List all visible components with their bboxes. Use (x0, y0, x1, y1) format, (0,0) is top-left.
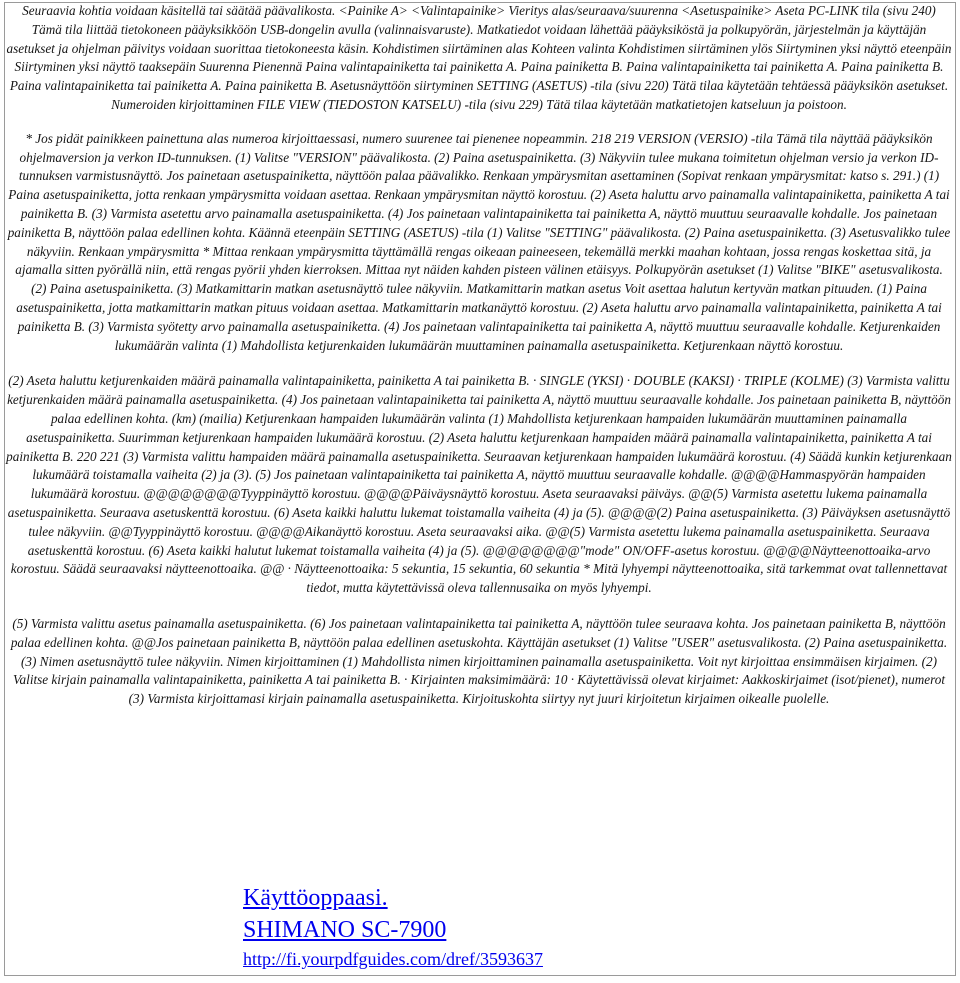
paragraph-4: (5) Varmista valittu asetus painamalla asetuspainiketta. (6) Jos painetaan valintapainiketta tai painiketta A, näyttöön tulee seuraava kohta. Jos painetaan painiketta B, näyttöön palaa edellinen kohta. @@Jos painetaan painiketta B, näyttöön palaa edellinen asetuskohta. Käyttäjän asetukset (1) Valitse "USER" asetusvalikosta. (2) Paina asetuspainiketta. (3) Nimen asetusnäyttö tulee näkyviin. Nimen kirjoittaminen (1) Mahdollista nimen kirjoittaminen painamalla asetuspainiketta. Voit nyt kirjoittaa ensimmäisen kirjaimen. (2) Valitse kirjain painamalla valintapainiketta, painiketta A tai painiketta B. · Kirjainten maksimimäärä: 10 · Käytettävissä olevat kirjaimet: Aakkoskirjaimet (isot/pienet), numerot (3) Varmista kirjoittamasi kirjain painamalla asetuspainiketta. Kirjoituskohta siirtyy nyt juuri kirjoitetun kirjaimen oikealle puolelle. (10, 615, 948, 707)
paragraph-1: Seuraavia kohtia voidaan käsitellä tai säätää päävalikosta. <Painike A> <Valintapainike> Vieritys alas/seuraava/suurenna <Asetuspainike> Aseta PC-LINK tila (sivu 240) Tämä tila liittää tietokoneen pääyksikköön USB-dongelin avulla (valinnaisvaruste). Matkatiedot voidaan lähettää pääyksiköstä ja polkupyörän, järjestelmän ja käyttäjän asetukset ja ohjelman päivitys voidaan suorittaa tietokoneesta käsin. Kohdistimen siirtäminen alas Kohteen valinta Kohdistimen siirtäminen ylös Siirtyminen yksi näyttö eteenpäin Siirtyminen yksi näyttö taaksepäin Suurenna Pienennä Paina valintapainiketta tai painiketta A. Paina painiketta B. Paina valintapainiketta tai painiketta A. Paina painiketta B. Paina valintapainiketta tai painiketta A. Paina painiketta B. Asetusnäyttöön siirtyminen SETTING (ASETUS) -tila (sivu 220) Tätä tilaa käytetään tehtäessä pääyksikön asetukset. Numeroiden kirjoittaminen FILE VIEW (TIEDOSTON KATSELU) -tila (sivu 229) Tätä tilaa käytetään matkatietojen katseluun ja poistoon. (6, 3, 952, 112)
paragraph-2: * Jos pidät painikkeen painettuna alas numeroa kirjoittaessasi, numero suurenee tai pienenee nopeammin. 218 219 VERSION (VERSIO) -tila Tämä tila näyttää pääyksikön ohjelmaversion ja verkon ID-tunnuksen. (1) Valitse "VERSION" päävalikosta. (2) Paina asetuspainiketta. (3) Näkyviin tulee mukana toimitetun ohjelman versio ja verkon ID-tunnuksen varmistusnäyttö. Jos painetaan asetuspainiketta, näyttöön palaa päävalikko. Renkaan ympärysmitan asettaminen (Sopivat renkaan ympärysmitat: katso s. 291.) (1) Paina asetuspainiketta, jotta renkaan ympärysmitta voidaan asettaa. Renkaan ympärysmitan näyttö korostuu. (2) Aseta haluttu arvo painamalla valintapainiketta, painiketta A tai painiketta B. (3) Varmista asetettu arvo painamalla asetuspainiketta. (4) Jos painetaan valintapainiketta tai painiketta A, näyttö muuttuu seuraavalle kohdalle. Jos painetaan painiketta B, näyttöön palaa edellinen kohta. Käännä eteenpäin SETTING (ASETUS) -tila (1) Valitse "SETTING" päävalikosta. (2) Paina asetuspainiketta. (3) Asetusvalikko tulee näkyviin. Renkaan ympärysmitta * Mittaa renkaan ympärysmitta täyttämällä rengas oikeaan paineeseen, tekemällä merkki maahan kohtaan, jossa rengas koskettaa sitä, ja ajamalla sitten pyörällä niin, että rengas pyörii yhden kierroksen. Mittaa nyt näiden kahden pisteen välinen etäisyys. Polkupyörän asetukset (1) Valitse "BIKE" asetusvalikosta. (2) Paina asetuspainiketta. (3) Matkamittarin matkan asetusnäyttö tulee näkyviin. Matkamittarin matkan asetus Voit asettaa halutun kertyvän matkan pituuden. (1) Paina asetuspainiketta, jotta matkamittarin matkan pituus voidaan asettaa. Matkamittarin matkanäyttö korostuu. (2) Aseta haluttu arvo painamalla valintapainiketta, painiketta A tai painiketta B. (3) Varmista syötetty arvo painamalla asetuspainiketta. (4) Jos painetaan valintapainiketta tai painiketta A, näyttö muuttuu seuraavalle kohdalle. Ketjurenkaiden lukumäärän valinta (1) Mahdollista ketjurenkaiden lukumäärän muuttaminen painamalla asetuspainiketta. Ketjurenkaan näyttö korostuu. (7, 130, 951, 353)
document-body (6, 2, 952, 709)
paragraph-3: (2) Aseta haluttu ketjurenkaiden määrä painamalla valintapainiketta, painiketta A tai painiketta B. · SINGLE (YKSI) · DOUBLE (KAKSI) · TRIPLE (KOLME) (3) Varmista valittu ketjurenkaiden määrä painamalla asetuspainiketta. (4) Jos painetaan valintapainiketta tai painiketta A, näyttö muuttuu seuraavalle kohdalle. Jos painetaan painiketta B, näyttöön palaa edellinen kohta. (km) (mailia) Ketjurenkaan hampaiden lukumäärän valinta (1) Mahdollista ketjurenkaan hampaiden lukumäärän muuttaminen painamalla asetuspainiketta. Suurimman ketjurenkaan hampaiden lukumäärä korostuu. (2) Aseta haluttu ketjurenkaan hampaiden määrä painamalla valintapainiketta, painiketta A tai painiketta B. 220 221 (3) Varmista valittu hampaiden määrä painamalla asetuspainiketta. Seuraavan ketjurenkaan hampaiden lukumäärä korostuu. (4) Säädä kunkin ketjurenkaan lukumäärä toistamalla vaiheita (2) ja (3). (5) Jos painetaan valintapainiketta tai painiketta A, näyttö muuttuu seuraavalle kohdalle. @@@@Hammaspyörän hampaiden lukumäärä korostuu. @@@@@@@@Tyyppinäyttö korostuu. @@@@Päiväysnäyttö korostuu. Aseta seuraavaksi päiväys. @@(5) Varmista asetettu lukema painamalla asetuspainiketta. Seuraava asetuskenttä korostuu. (6) Aseta kaikki haluttu lukemat toistamalla vaiheita (4) ja (5). @@@@(2) Paina asetuspainiketta. (3) Päiväyksen asetusnäyttö tulee näkyviin. @@Tyyppinäyttö korostuu. @@@@Aikanäyttö korostuu. Aseta seuraavaksi aika. @@(5) Varmista asetettu lukema painamalla asetuspainiketta. Seuraava asetuskenttä korostuu. (6) Aseta kaikki halutut lukemat toistamalla vaiheita (4) ja (5). @@@@@@@@"mode" ON/OFF-asetus korostuu. @@@@Näytteenottoaika-arvo korostuu. Säädä seuraavaksi näytteenottoaika. @@ · Näytteenottoaika: 5 sekuntia, 15 sekuntia, 60 sekuntia * Mitä lyhyempi näytteenottoaika, sitä tarkemmat ovat tallennettavat tiedot, mutta käytettävissä oleva tallennusaika on myös lyhyempi. (6, 373, 952, 596)
source-url-link[interactable]: http://fi.yourpdfguides.com/dref/3593637 (243, 949, 543, 969)
footer-links (243, 882, 543, 971)
product-link[interactable]: SHIMANO SC-7900 (243, 917, 447, 943)
user-manual-link[interactable]: Käyttöoppaasi. (243, 885, 388, 911)
